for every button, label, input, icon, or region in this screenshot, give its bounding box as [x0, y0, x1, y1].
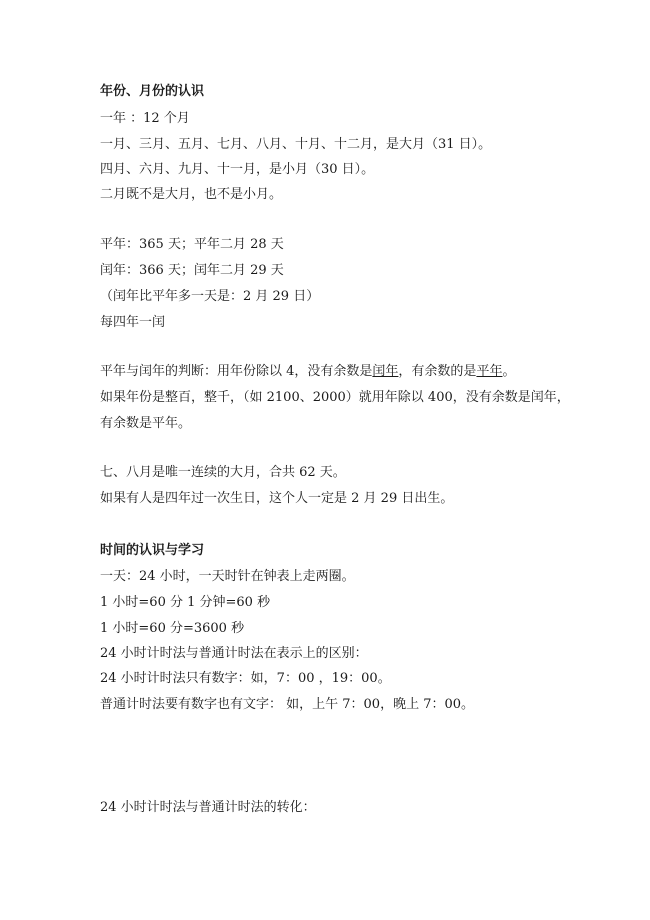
section-heading-time: 时间的认识与学习	[100, 543, 205, 558]
text-segment: ，有余数的是	[398, 364, 477, 379]
text-line: 普通计时法要有数字也有文字： 如，上午 7：00，晚上 7：00。	[100, 697, 475, 712]
text-line: 一月、三月、五月、七月、八月、十月、十二月，是大月（31 日）。	[100, 137, 492, 152]
text-line: 24 小时计时法与普通计时法的转化：	[100, 800, 316, 815]
text-line: 1 小时=60 分 1 分钟=60 秒	[100, 595, 271, 610]
text-line: 每四年一闰	[100, 315, 166, 330]
text-line: 一年 ：12 个月	[100, 111, 190, 126]
text-line-leap-rule	[100, 364, 515, 380]
text-line: 如果年份是整百，整千，（如 2100、2000）就用年除以 400，没有余数是闰年，	[100, 390, 570, 405]
text-line: （闰年比平年多一天是：2 月 29 日）	[100, 289, 320, 304]
text-line: 四月、六月、九月、十一月，是小月（30 日）。	[100, 162, 375, 177]
text-line: 一天：24 小时，一天时针在钟表上走两圈。	[100, 569, 355, 584]
underlined-term-common-year: 平年	[476, 364, 503, 379]
text-line: 24 小时计时法与普通计时法在表示上的区别：	[100, 646, 368, 661]
text-line: 有余数是平年。	[100, 416, 192, 431]
section-heading-year-month: 年份、月份的认识	[100, 84, 205, 99]
text-segment: 平年与闰年的判断：用年份除以 4，没有余数是	[100, 364, 373, 379]
text-line: 1 小时=60 分=3600 秒	[100, 621, 245, 636]
text-line: 七、八月是唯一连续的大月，合共 62 天。	[100, 465, 346, 480]
text-line: 24 小时计时法只有数字：如，7：00 ，19：00。	[100, 671, 391, 686]
text-line: 二月既不是大月，也不是小月。	[100, 187, 283, 202]
underlined-term-leap-year: 闰年	[372, 364, 399, 379]
text-line: 闰年：366 天；闰年二月 29 天	[100, 263, 284, 278]
text-line: 平年：365 天；平年二月 28 天	[100, 237, 284, 252]
text-segment: 。	[502, 364, 516, 379]
text-line: 如果有人是四年过一次生日，这个人一定是 2 月 29 日出生。	[100, 491, 454, 506]
